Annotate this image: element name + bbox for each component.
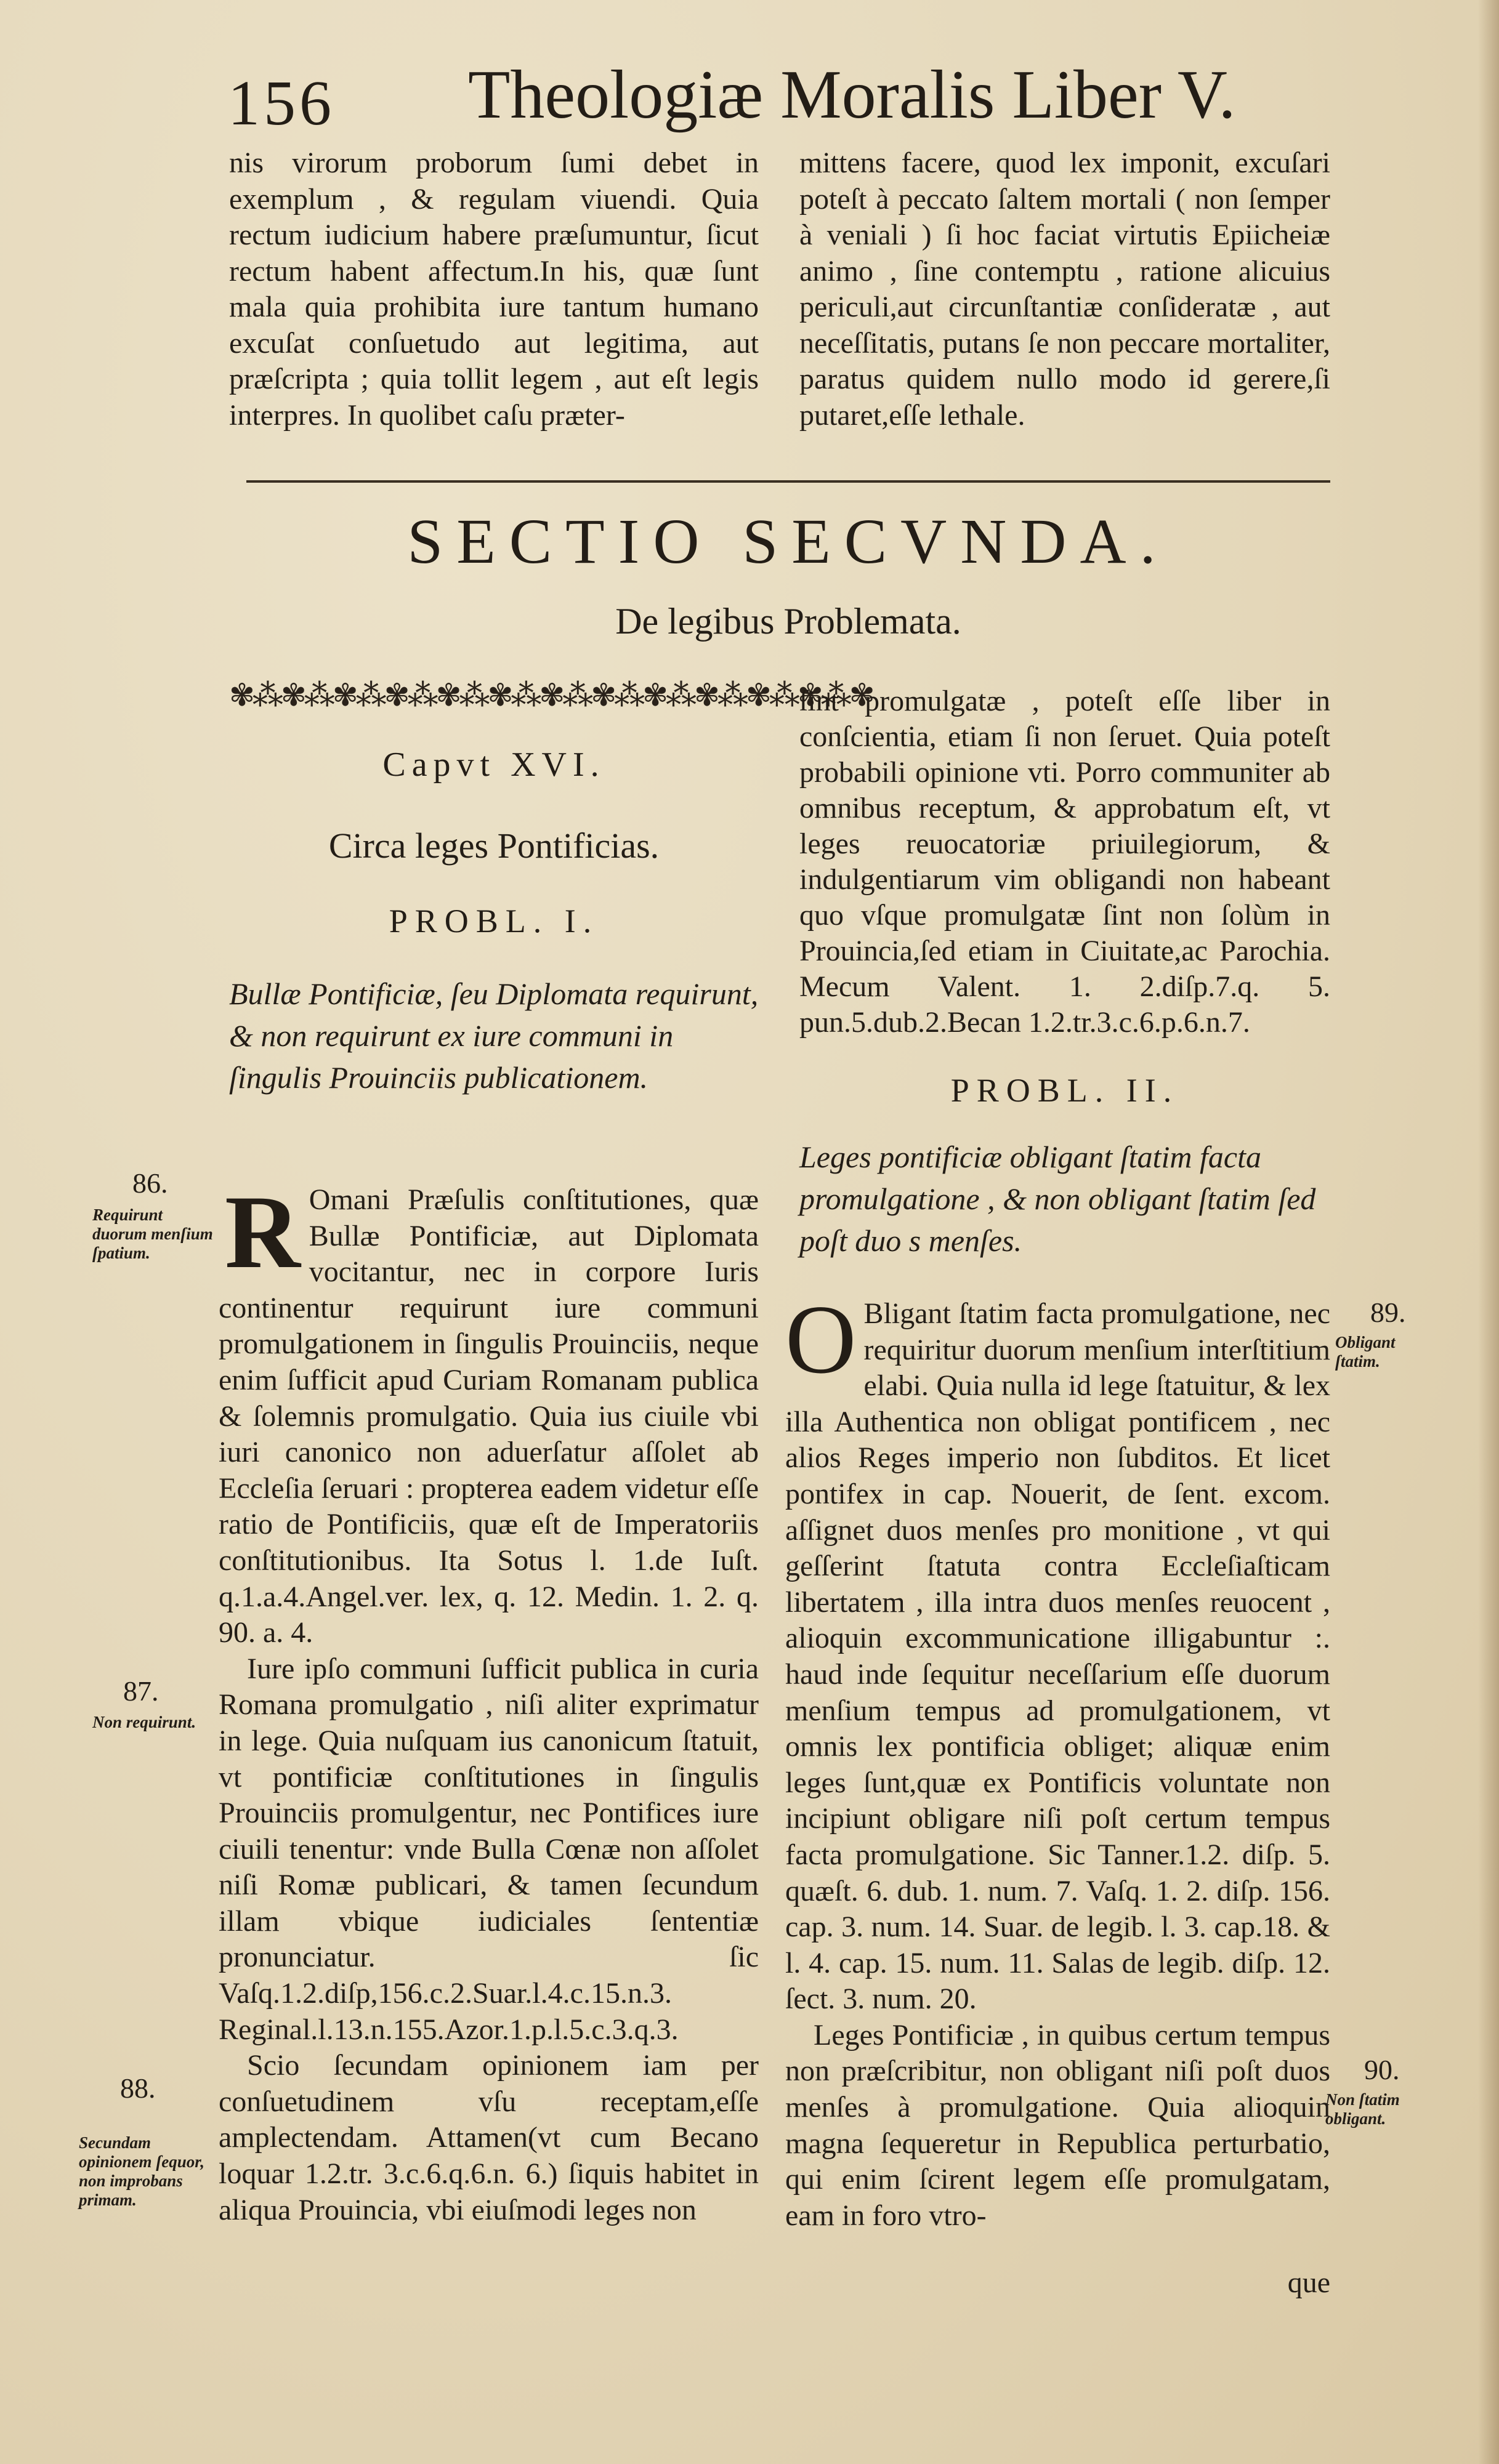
margin-number-86: 86. xyxy=(132,1167,168,1199)
left-paragraph-1-text: Omani Præſulis conſtitutiones, quæ Bullæ Pontificiæ, aut Diplomata vocitantur, nec in corpore Iuris continentur requirunt iure communi promulgationem in ſingulis Prouinciis, neque enim ſufficit apud Curiam Romanam publica & ſolemnis promulgatio. Quia ius ciuile vbi iuri canonico non aduerſatur aſſolet ab Eccleſia ſeruari : propterea eadem videtur eſſe ratio de Pontificiis, quæ eſt de Imperatoriis conſtitutionibus. Ita Sotus l. 1.de Iuſt. q.1.a.4.Angel.ver. lex, q. 12. Medin. 1. 2. q. 90. a. 4. xyxy=(219,1183,759,1649)
left-body-column xyxy=(219,1174,759,2228)
top-right-text: mittens facere, quod lex imponit, excuſari poteſt à peccato ſaltem mortali ( non ſemper à veniali ) ſi hoc faciat virtutis Epiicheiæ animo , ſine contemptu , ratione alicuius periculi,aut circunſtantiæ conſideratæ , aut neceſſitatis, putans ſe non peccare mortaliter, paratus quidem nullo modo id gerere,ſi putaret,eſſe lethale. xyxy=(799,147,1330,432)
page-header xyxy=(228,55,1336,142)
margin-note-87: Non requirunt. xyxy=(92,1713,196,1731)
margin-number-89: 89. xyxy=(1370,1297,1406,1328)
chapter-title: Capvt XVI. xyxy=(382,746,605,784)
top-left-column xyxy=(229,145,759,433)
section-title: SECTIO SECVNDA. xyxy=(407,506,1170,577)
margin-number-88: 88. xyxy=(120,2072,156,2104)
left-paragraph-3: Scio ſecundam opinionem iam per conſuetudinem vſu receptam,eſſe amplectendam. Attamen(vt cum Becano loquar 1.2.tr. 3.c.6.q.6.n. 6.) ſiquis habitet in aliqua Prouincia, vbi eiuſmodi leges non xyxy=(219,2049,759,2226)
right-paragraph-1-text: Bligant ſtatim facta promulgatione, nec requiritur duorum menſium interſtitium elabi. Quia nulla id lege ſtatuitur, & lex illa Authentica non obligat pontificem , nec alios Reges imperio non ſubditos. Et licet pontifex in cap. Nouerit, de ſent. excom. aſſignet duos menſes pro monitione , vt qui geſſerint ſtatuta contra Eccleſiaſticam libertatem , illa intra duos menſes reuocent , alioquin excommunicatione illigabuntur :. haud inde ſequitur neceſſarium eſſe duorum menſium tempus ad promulgationem, vt omnis lex pontificia obliget; aliquæ enim leges ſunt,quæ ex Pontificis voluntate non incipiunt obligare niſi poſt certum tempus facta promulgatione. Sic Tanner.1.2. diſp. 5. quæſt. 6. dub. 1. num. 7. Vaſq. 1. 2. diſp. 156. cap. 3. num. 14. Suar. de legib. l. 3. cap.18. & l. 4. cap. 15. num. 11. Salas de legib. diſp. 12. ſect. 3. num. 20. xyxy=(785,1297,1330,2016)
page-edge-shadow xyxy=(1478,0,1499,2464)
left-paragraph-1 xyxy=(219,1174,759,1651)
top-left-text: nis virorum proborum ſumi debet in exemplum , & regulam viuendi. Quia rectum iudicium habere præſumuntur, ſicut rectum habent affectum.In his, quæ ſunt mala quia prohibita iure tantum humano excuſat conſuetudo aut legitima, aut præſcripta ; quia tollit legem , aut eſt legis interpres. In quolibet caſu præter- xyxy=(229,147,759,432)
section-subtitle: De legibus Problemata. xyxy=(615,601,961,642)
section-divider xyxy=(246,480,1330,483)
right-continuation-text: ſint promulgatæ , poteſt eſſe liber in conſcientia, etiam ſi non ſeruet. Quia poteſt probabili opinione vti. Porro communiter ab omnibus receptum, & approbatum eſt, vt leges reuocatoriæ priuilegiorum, & indulgentiarum vim obligandi non habeant quo vſque promulgatæ ſint non ſolùm in Prouincia,ſed etiam in Ciuitate,ac Parochia. Mecum Valent. 1. 2.diſp.7.q. 5. pun.5.dub.2.Becan 1.2.tr.3.c.6.p.6.n.7. xyxy=(799,685,1330,1039)
right-body-column xyxy=(785,1284,1330,2234)
right-continuation-column xyxy=(799,683,1330,1041)
margin-note-86: Requirunt duorum menſium ſpatium. xyxy=(92,1206,213,1262)
problem-1-label: PROBL. I. xyxy=(389,903,599,940)
problem-1-thesis: Bullæ Pontificiæ, ſeu Diplomata requirunt, & non requirunt ex iure communi in ſingulis Prouinciis publicationem. xyxy=(229,976,759,1095)
ornament-band: ✾⁂✾⁂✾⁂✾⁂✾⁂✾⁂✾⁂✾⁂✾⁂✾⁂✾⁂✾⁂✾ xyxy=(229,678,873,712)
top-right-column xyxy=(799,145,1330,433)
margin-number-90: 90. xyxy=(1364,2054,1400,2085)
margin-note-89: Obligant ſtatim. xyxy=(1335,1333,1396,1371)
right-paragraph-2: Leges Pontificiæ , in quibus certum tempus non præſcribitur, non obligant niſi poſt duos menſes à promulgatione. Quia alioquin magna ſequeretur in Republica perturbatio, qui enim ſcirent legem eſſe promulgatam, eam in foro vtro- xyxy=(785,2018,1330,2232)
right-paragraph-1 xyxy=(785,1284,1330,2018)
catchword: que xyxy=(1287,2266,1330,2299)
drop-cap-o: O xyxy=(785,1284,857,1394)
margin-note-88: Secundam opinionem ſequor, non improbans primam. xyxy=(79,2133,205,2209)
margin-note-90: Non ſtatim obligant. xyxy=(1325,2090,1400,2128)
left-paragraph-2: Iure ipſo communi ſufficit publica in curia Romana promulgatio , niſi aliter exprimatur in lege. Quia nuſquam ius canonicum ſtatuit, vt pontificiæ conſtitutiones in ſingulis Prouinciis promulgentur, nec Pontifices iure ciuili tenentur: vnde Bulla Cœnæ non aſſolet niſi Romæ publicari, & tamen ſecundum illam vbique iudiciales ſententiæ pronunciatur. ſic Vaſq.1.2.diſp,156.c.2.Suar.l.4.c.15.n.3. Reginal.l.13.n.155.Azor.1.p.l.5.c.3.q.3. xyxy=(219,1652,759,2046)
problem-2-thesis: Leges pontificiæ obligant ſtatim facta promulgatione , & non obligant ſtatim ſed poſt duo s menſes. xyxy=(799,1140,1316,1258)
chapter-subtitle: Circa leges Pontificias. xyxy=(328,826,660,866)
running-title: Theologiæ Moralis Liber V. xyxy=(468,57,1236,133)
drop-cap-r: R xyxy=(225,1174,301,1290)
margin-number-87: 87. xyxy=(123,1675,159,1707)
page-number: 156 xyxy=(228,68,335,139)
problem-2-label: PROBL. II. xyxy=(950,1072,1179,1109)
